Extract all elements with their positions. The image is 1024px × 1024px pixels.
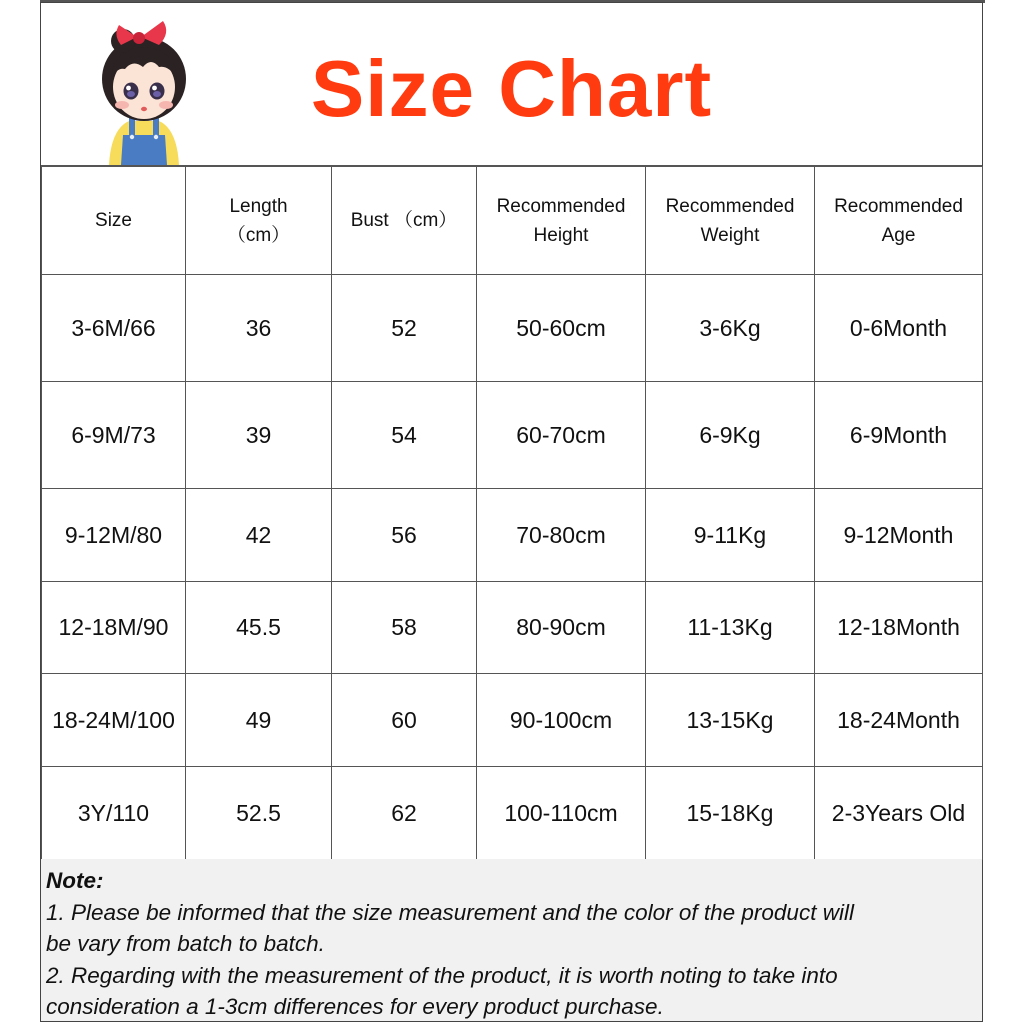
cell-weight: 11-13Kg (646, 582, 815, 674)
column-header-bust: Bust （cm） (332, 167, 477, 275)
table-header-row (42, 167, 983, 275)
cell-bust: 62 (332, 767, 477, 860)
cell-bust: 56 (332, 489, 477, 582)
cell-size: 3-6M/66 (42, 275, 186, 382)
table-row (42, 674, 983, 767)
size-table (41, 166, 983, 860)
cell-bust: 52 (332, 275, 477, 382)
cell-bust: 58 (332, 582, 477, 674)
cell-length: 39 (186, 382, 332, 489)
note-line: be vary from batch to batch. (46, 931, 325, 956)
cell-age: 2-3Years Old (815, 767, 983, 860)
cell-weight: 15-18Kg (646, 767, 815, 860)
cell-weight: 6-9Kg (646, 382, 815, 489)
column-header-height: Recommended Height (477, 167, 646, 275)
cell-height: 70-80cm (477, 489, 646, 582)
column-header-age: Recommended Age (815, 167, 983, 275)
note-section (41, 859, 982, 1021)
table-row (42, 767, 983, 860)
cell-size: 12-18M/90 (42, 582, 186, 674)
cell-height: 90-100cm (477, 674, 646, 767)
table-row (42, 489, 983, 582)
cell-length: 42 (186, 489, 332, 582)
table-row (42, 382, 983, 489)
cell-length: 49 (186, 674, 332, 767)
cell-weight: 9-11Kg (646, 489, 815, 582)
cell-size: 6-9M/73 (42, 382, 186, 489)
cell-weight: 13-15Kg (646, 674, 815, 767)
cell-size: 18-24M/100 (42, 674, 186, 767)
cell-length: 36 (186, 275, 332, 382)
cell-length: 52.5 (186, 767, 332, 860)
cell-length: 45.5 (186, 582, 332, 674)
note-line: 1. Please be informed that the size measurement and the color of the product will (46, 899, 854, 925)
column-header-size: Size (42, 167, 186, 275)
cell-age: 12-18Month (815, 582, 983, 674)
note-title: Note: (46, 868, 104, 893)
cell-age: 9-12Month (815, 489, 983, 582)
table-row (42, 582, 983, 674)
header (41, 3, 982, 166)
cell-bust: 60 (332, 674, 477, 767)
cell-size: 9-12M/80 (42, 489, 186, 582)
note-line: 2. Regarding with the measurement of the product, it is worth noting to take into (46, 962, 838, 988)
cell-bust: 54 (332, 382, 477, 489)
column-header-weight: Recommended Weight (646, 167, 815, 275)
cell-age: 18-24Month (815, 674, 983, 767)
cell-age: 6-9Month (815, 382, 983, 489)
page-title: Size Chart (310, 44, 713, 133)
table-row (42, 275, 983, 382)
cell-age: 0-6Month (815, 275, 983, 382)
note-line: consideration a 1-3cm differences for every product purchase. (46, 994, 664, 1019)
cell-height: 50-60cm (477, 275, 646, 382)
column-header-length: Length （cm） (186, 167, 332, 275)
cell-height: 100-110cm (477, 767, 646, 860)
cell-weight: 3-6Kg (646, 275, 815, 382)
cell-size: 3Y/110 (42, 767, 186, 860)
cell-height: 60-70cm (477, 382, 646, 489)
cell-height: 80-90cm (477, 582, 646, 674)
